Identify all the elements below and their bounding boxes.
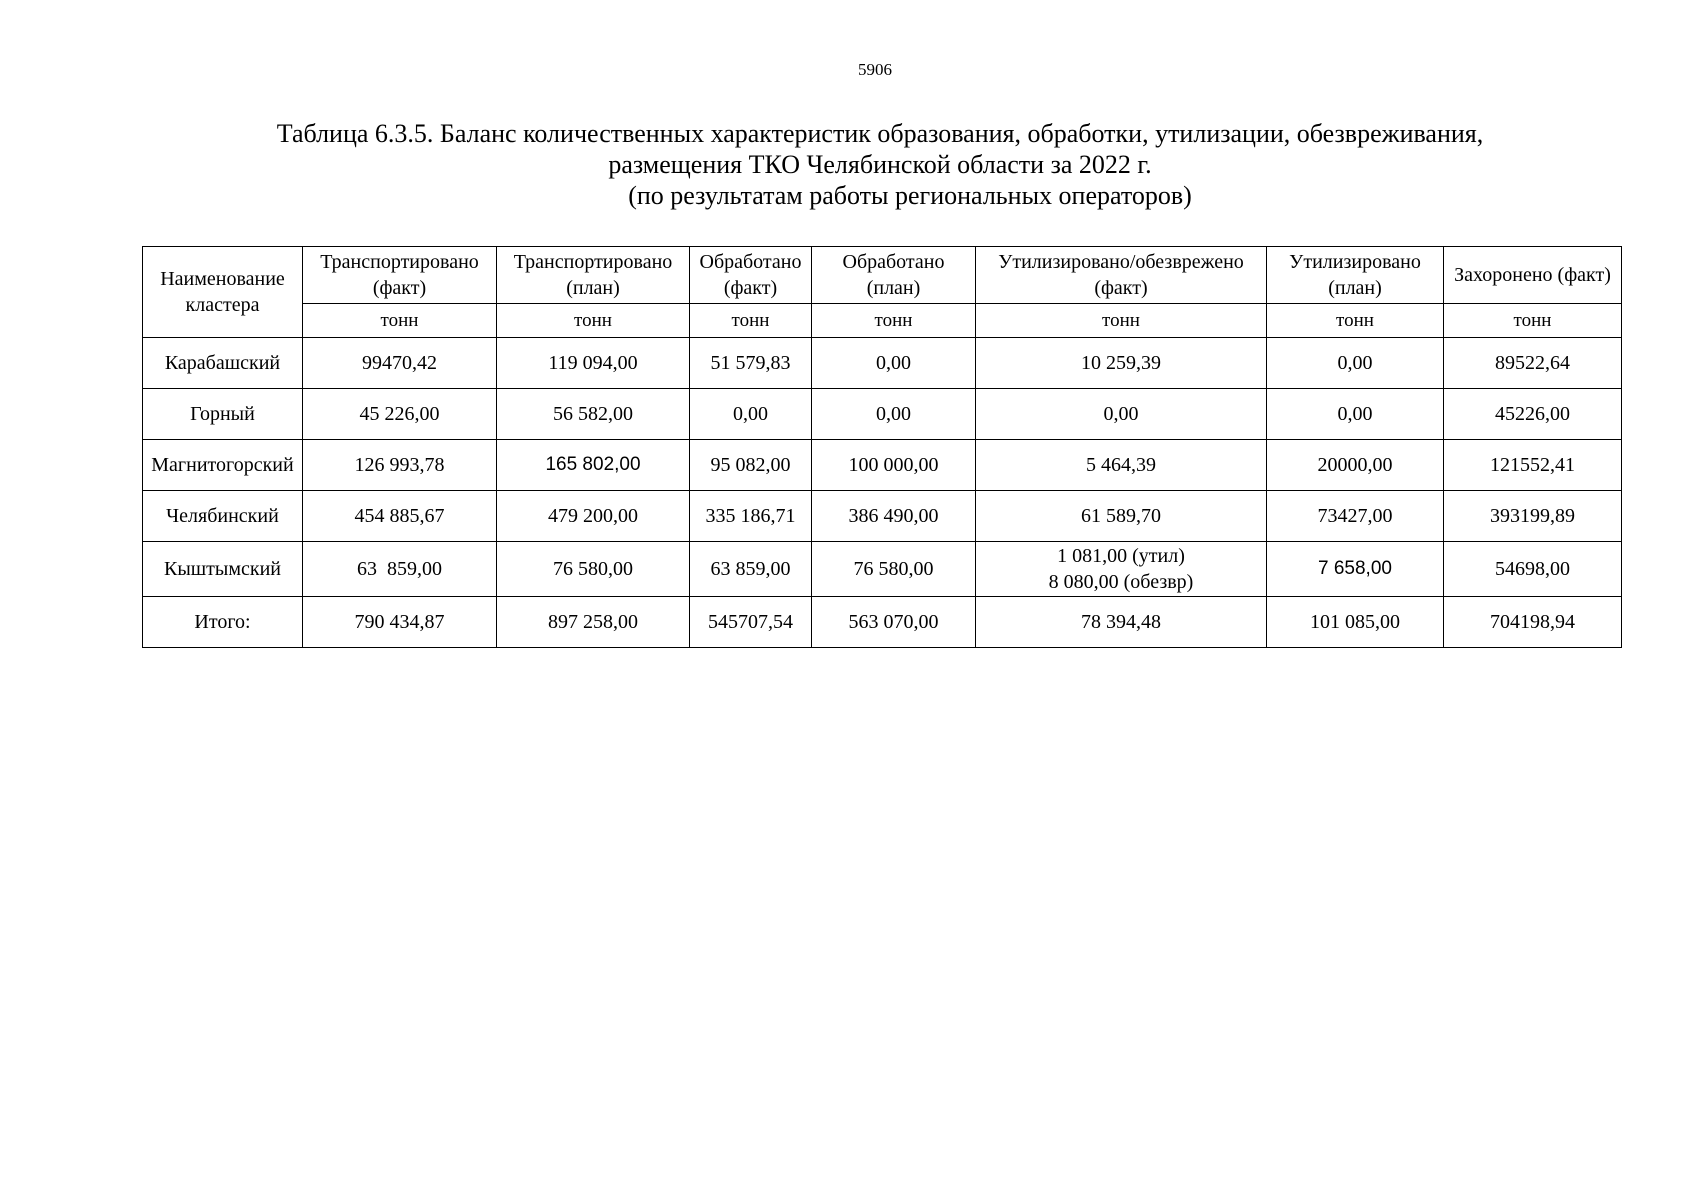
value-cell: 56 582,00 [497, 389, 690, 440]
header-cluster-name: Наименование кластера [143, 247, 303, 338]
balance-table [142, 246, 1622, 648]
total-label-cell: Итого: [143, 597, 303, 648]
table-row-chelyabinsky [143, 491, 1622, 542]
value-cell: 45 226,00 [303, 389, 497, 440]
unit-cell: тонн [1444, 304, 1622, 338]
table-row-total [143, 597, 1622, 648]
value-cell: 101 085,00 [1267, 597, 1444, 648]
value-cell: 119 094,00 [497, 338, 690, 389]
header-transported-plan: Транспортировано (план) [497, 247, 690, 304]
value-cell: 454 885,67 [303, 491, 497, 542]
value-cell: 76 580,00 [497, 542, 690, 597]
header-row [143, 247, 1622, 304]
value-cell: 100 000,00 [812, 440, 976, 491]
caption-line-3: (по результатам работы региональных операторов) [628, 181, 1192, 210]
header-utilized-plan: Утилизировано (план) [1267, 247, 1444, 304]
cluster-name-cell: Челябинский [143, 491, 303, 542]
header-buried-fact: Захоронено (факт) [1444, 247, 1622, 304]
cluster-name-cell: Горный [143, 389, 303, 440]
value-cell: 73427,00 [1267, 491, 1444, 542]
value-cell: 897 258,00 [497, 597, 690, 648]
cluster-name-cell: Карабашский [143, 338, 303, 389]
value-cell: 479 200,00 [497, 491, 690, 542]
value-cell: 51 579,83 [690, 338, 812, 389]
value-cell: 386 490,00 [812, 491, 976, 542]
value-cell: 76 580,00 [812, 542, 976, 597]
value-cell: 61 589,70 [976, 491, 1267, 542]
value-cell: 0,00 [812, 338, 976, 389]
value-cell: 0,00 [1267, 338, 1444, 389]
table-row-gorny [143, 389, 1622, 440]
value-cell: 0,00 [690, 389, 812, 440]
utilized-part: 1 081,00 (утил) [1057, 545, 1185, 567]
unit-cell: тонн [812, 304, 976, 338]
caption-line-2: размещения ТКО Челябинской области за 2022 г. [608, 150, 1152, 179]
value-cell: 121552,41 [1444, 440, 1622, 491]
units-row [143, 304, 1622, 338]
value-cell: 78 394,48 [976, 597, 1267, 648]
value-cell: 95 082,00 [690, 440, 812, 491]
value-cell: 89522,64 [1444, 338, 1622, 389]
value-cell: 5 464,39 [976, 440, 1267, 491]
value-cell: 54698,00 [1444, 542, 1622, 597]
neutralized-part: 8 080,00 (обезвр) [1048, 571, 1194, 593]
cluster-name-cell: Кыштымский [143, 542, 303, 597]
value-cell: 20000,00 [1267, 440, 1444, 491]
value-cell: 0,00 [976, 389, 1267, 440]
table-row-magnitogorsky [143, 440, 1622, 491]
value-cell: 99470,42 [303, 338, 497, 389]
unit-cell: тонн [690, 304, 812, 338]
value-cell-utilized-split [976, 542, 1267, 597]
header-processed-plan: Обработано (план) [812, 247, 976, 304]
caption-line-1: Таблица 6.3.5. Баланс количественных характеристик образования, обработки, утилизации, обезвреживания, [276, 119, 1484, 148]
cluster-name-cell: Магнитогорский [143, 440, 303, 491]
header-transported-fact: Транспортировано (факт) [303, 247, 497, 304]
value-cell: 393199,89 [1444, 491, 1622, 542]
unit-cell: тонн [303, 304, 497, 338]
value-cell: 10 259,39 [976, 338, 1267, 389]
value-cell: 45226,00 [1444, 389, 1622, 440]
table-row-kyshtymsky [143, 542, 1622, 597]
value-cell: 63 859,00 [303, 542, 497, 597]
header-utilized-fact: Утилизировано/обезврежено (факт) [976, 247, 1267, 304]
value-cell: 704198,94 [1444, 597, 1622, 648]
value-cell: 0,00 [1267, 389, 1444, 440]
value-cell: 7 658,00 [1267, 542, 1444, 597]
unit-cell: тонн [497, 304, 690, 338]
table-caption [140, 118, 1620, 211]
page-number: 5906 [858, 60, 892, 79]
value-cell: 335 186,71 [690, 491, 812, 542]
unit-cell: тонн [976, 304, 1267, 338]
value-cell: 790 434,87 [303, 597, 497, 648]
table-row-karabashsky [143, 338, 1622, 389]
value-cell: 563 070,00 [812, 597, 976, 648]
header-processed-fact: Обработано (факт) [690, 247, 812, 304]
value-cell: 545707,54 [690, 597, 812, 648]
value-cell: 0,00 [812, 389, 976, 440]
value-cell: 63 859,00 [690, 542, 812, 597]
unit-cell: тонн [1267, 304, 1444, 338]
value-cell: 165 802,00 [497, 440, 690, 491]
value-cell: 126 993,78 [303, 440, 497, 491]
